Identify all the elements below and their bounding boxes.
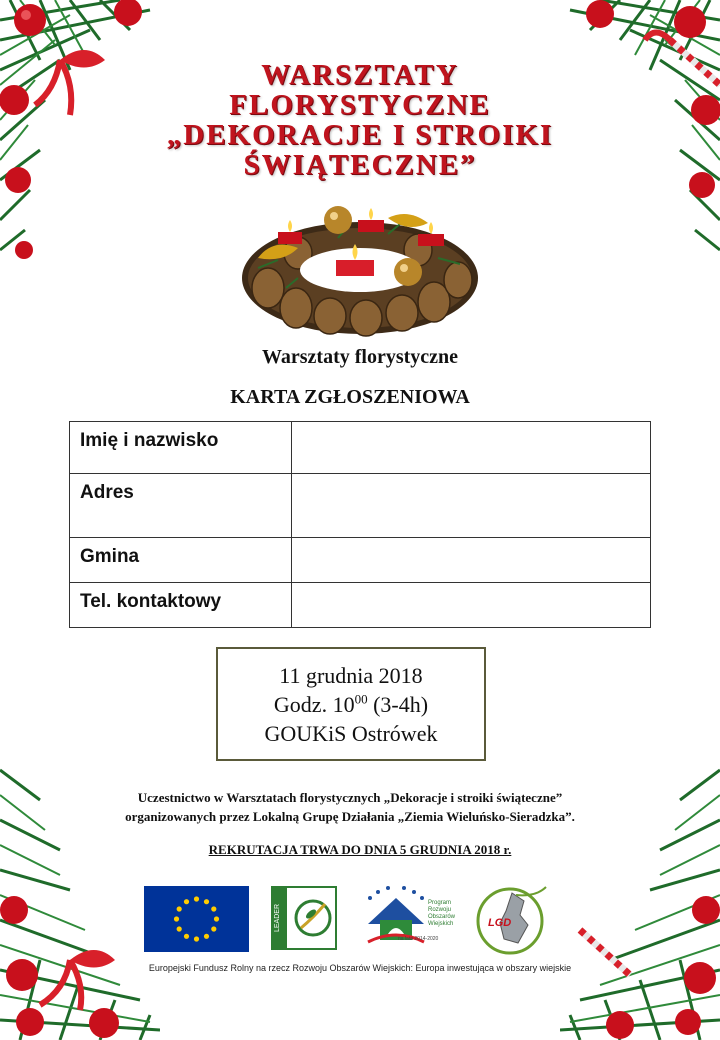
event-date: 11 grudnia 2018	[279, 663, 423, 688]
advent-wreath-image	[238, 198, 482, 338]
phone-label: Tel. kontaktowy	[70, 583, 292, 628]
leader-logo	[271, 886, 337, 950]
participation-note	[90, 788, 610, 826]
table-row	[70, 422, 651, 474]
recruitment-deadline: REKRUTACJA TRWA DO DNIA 5 GRUDNIA 2018 r.	[208, 842, 512, 857]
prow-logo	[360, 884, 468, 948]
address-label: Adres	[70, 474, 292, 538]
name-label: Imię i nazwisko	[70, 422, 292, 474]
note-line-2: organizowanych przez Lokalną Grupę Działania „Ziemia Wieluńsko-Sieradzka”.	[125, 809, 575, 824]
lgd-logo-text: LGD	[488, 917, 512, 929]
event-time: Godz. $10^{00}$ (3-4h)	[273, 691, 429, 717]
municipality-field[interactable]	[291, 538, 650, 583]
event-title	[120, 60, 600, 180]
title-line-1: WARSZTATY	[261, 59, 459, 91]
table-row	[70, 538, 651, 583]
registration-form-table	[69, 421, 651, 628]
prow-logo-years: na lata 2014-2020	[398, 936, 439, 942]
lgd-logo	[472, 881, 554, 955]
event-place: GOUKiS Ostrówek	[264, 721, 438, 746]
municipality-label: Gmina	[70, 538, 292, 583]
prow-logo-text: Program Rozwoju Obszarów Wiejskich	[428, 900, 456, 927]
phone-field[interactable]	[291, 583, 650, 628]
title-line-2: FLORYSTYCZNE	[229, 89, 491, 121]
name-field[interactable]	[291, 422, 650, 474]
form-title: KARTA ZGŁOSZENIOWA	[230, 386, 470, 408]
table-row	[70, 474, 651, 538]
address-field[interactable]	[291, 474, 650, 538]
eu-flag-logo	[144, 886, 249, 952]
leader-logo-text: LEADER	[274, 903, 281, 932]
title-line-3: „DEKORACJE I STROIKI	[166, 119, 554, 151]
table-row	[70, 583, 651, 628]
note-line-1: Uczestnictwo w Warsztatach florystycznych „Dekoracje i stroiki świąteczne”	[137, 790, 563, 805]
eafrd-footer-text: Europejski Fundusz Rolny na rzecz Rozwoju Obszarów Wiejskich: Europa inwestująca w obszary wiejskie	[148, 963, 572, 973]
workshop-subtitle: Warsztaty florystyczne	[261, 346, 459, 368]
event-details-box	[216, 647, 486, 761]
title-line-4: ŚWIĄTECZNE”	[243, 149, 477, 181]
